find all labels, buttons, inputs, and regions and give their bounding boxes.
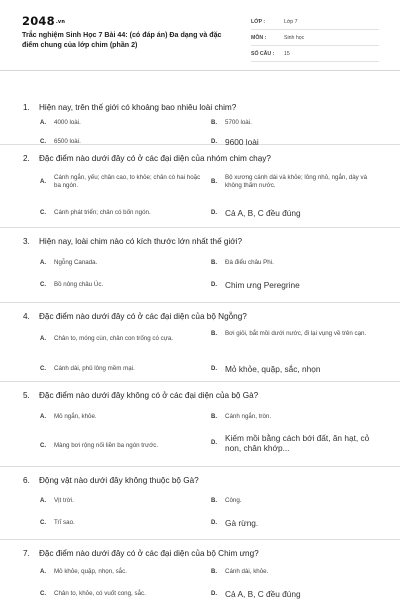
question-text: 2. Đặc điểm nào dưới đây có ở các đại diện của nhóm chim chạy? xyxy=(23,154,271,163)
option-d[interactable] xyxy=(211,589,379,599)
option-letter: B. xyxy=(211,120,217,127)
option-letter: D. xyxy=(211,139,217,145)
option-letter: C. xyxy=(40,282,46,289)
question-text: 1. Hiện nay, trên thế giới có khoảng bao nhiêu loài chim? xyxy=(23,103,237,112)
question-2 xyxy=(0,145,400,228)
option-text: Đà điểu châu Phi. xyxy=(225,259,274,266)
option-text: Mỏ khỏe, quặp, nhọn, sắc. xyxy=(54,568,127,575)
option-letter: A. xyxy=(40,120,46,127)
option-c[interactable] xyxy=(40,365,208,373)
info-value: Sinh học xyxy=(284,34,305,41)
option-text: Bộ xương cánh dài và khỏe; lông nhỏ, ngắn, dày và không thấm nước. xyxy=(225,174,368,190)
logo-text: 2048 xyxy=(22,14,55,28)
question-3 xyxy=(0,228,400,303)
option-letter: C. xyxy=(40,210,46,217)
option-b[interactable] xyxy=(211,497,379,505)
option-letter: C. xyxy=(40,443,46,450)
option-text: Cánh ngắn, tròn. xyxy=(225,413,272,420)
option-text: 4000 loài. xyxy=(54,119,81,126)
info-label: SỐ CÂU : xyxy=(251,50,275,57)
option-letter: D. xyxy=(211,591,217,597)
option-letter: D. xyxy=(211,210,217,216)
option-letter: B. xyxy=(211,331,217,338)
info-row-subject xyxy=(251,30,379,46)
option-letter: B. xyxy=(211,179,217,186)
option-text: Cánh dài, phủ lông mềm mại. xyxy=(54,365,135,372)
info-value: Lớp 7 xyxy=(284,18,298,25)
option-a[interactable] xyxy=(40,568,208,576)
option-letter: D. xyxy=(211,440,217,446)
option-text: Cánh phát triển; chân có bốn ngón. xyxy=(54,209,151,216)
question-6 xyxy=(0,467,400,540)
option-text: Cánh ngắn, yếu; chân cao, to khỏe; chân có hai hoặc ba ngón. xyxy=(54,174,201,190)
option-a[interactable] xyxy=(40,413,208,421)
option-text: Chân to, khỏe, có vuốt cong, sắc. xyxy=(54,590,146,597)
option-text: Vịt trời. xyxy=(54,497,74,504)
option-a[interactable] xyxy=(40,497,208,505)
option-a[interactable] xyxy=(40,174,208,191)
option-text: Cả A, B, C đều đúng xyxy=(225,208,301,218)
option-d[interactable] xyxy=(211,280,379,290)
info-value: 15 xyxy=(284,50,290,57)
info-row-count xyxy=(251,46,379,62)
option-c[interactable] xyxy=(40,209,208,217)
option-letter: C. xyxy=(40,520,46,527)
option-c[interactable] xyxy=(40,519,208,527)
question-text: 7. Đặc điểm nào dưới đây có ở các đại diện của bộ Chim ưng? xyxy=(23,549,259,558)
option-letter: B. xyxy=(211,414,217,421)
option-letter: A. xyxy=(40,336,46,343)
option-text: Chim ưng Peregrine xyxy=(225,280,300,290)
option-d[interactable] xyxy=(211,208,379,218)
option-c[interactable] xyxy=(40,442,208,450)
option-text: 6500 loài. xyxy=(54,138,81,145)
question-text: 6. Động vật nào dưới đây không thuộc bộ Gà? xyxy=(23,476,199,485)
option-letter: D. xyxy=(211,282,217,288)
option-text: Mỏ ngắn, khỏe. xyxy=(54,413,97,420)
option-letter: C. xyxy=(40,591,46,598)
question-text: 3. Hiện nay, loài chim nào có kích thước lớn nhất thế giới? xyxy=(23,237,243,246)
option-letter: D. xyxy=(211,366,217,372)
option-b[interactable] xyxy=(211,330,379,338)
option-c[interactable] xyxy=(40,590,208,598)
option-d[interactable] xyxy=(211,433,379,453)
option-text: 9600 loài xyxy=(225,137,259,147)
info-row-class xyxy=(251,14,379,30)
option-b[interactable] xyxy=(211,568,379,576)
option-text: Kiếm mồi bằng cách bới đất, ăn hạt, cỏ non, chân khớp... xyxy=(225,433,370,453)
option-text: Chân to, móng cùn, chân con trống có cựa. xyxy=(54,335,174,342)
logo-suffix: .vn xyxy=(55,18,66,25)
question-1 xyxy=(0,94,400,145)
question-7 xyxy=(0,540,400,600)
info-panel xyxy=(251,14,379,62)
option-text: Ngỗng Canada. xyxy=(54,259,98,266)
option-text: Cả A, B, C đều đúng xyxy=(225,589,301,599)
option-b[interactable] xyxy=(211,119,379,127)
option-d[interactable] xyxy=(211,364,379,374)
option-b[interactable] xyxy=(211,413,379,421)
page-header xyxy=(0,0,400,71)
option-letter: A. xyxy=(40,498,46,505)
option-letter: B. xyxy=(211,260,217,267)
option-a[interactable] xyxy=(40,335,208,343)
option-text: Mỏ khỏe, quặp, sắc, nhọn xyxy=(225,364,321,374)
option-text: Bồ nông châu Úc. xyxy=(54,281,104,288)
option-letter: B. xyxy=(211,498,217,505)
option-letter: D. xyxy=(211,520,217,526)
option-letter: C. xyxy=(40,366,46,373)
option-letter: C. xyxy=(40,139,46,146)
info-label: LỚP : xyxy=(251,18,266,25)
option-text: Trĩ sao. xyxy=(54,519,75,526)
option-text: Bơi giỏi, bắt mồi dưới nước, đi lại vụng về trên cạn. xyxy=(225,330,367,337)
question-text: 5. Đặc điểm nào dưới đây không có ở các đại diện của bộ Gà? xyxy=(23,391,259,400)
option-text: Màng bơi rộng nối liền ba ngón trước. xyxy=(54,442,159,449)
option-letter: A. xyxy=(40,260,46,267)
question-5 xyxy=(0,382,400,467)
option-c[interactable] xyxy=(40,281,208,289)
option-b[interactable] xyxy=(211,174,379,191)
option-text: Gà rừng. xyxy=(225,518,259,528)
option-a[interactable] xyxy=(40,119,208,127)
option-b[interactable] xyxy=(211,259,379,267)
option-letter: A. xyxy=(40,569,46,576)
page-title: Trắc nghiệm Sinh Học 7 Bài 44: (có đáp án) Đa dạng và đặc điểm chung của lớp chim (phần 2) xyxy=(22,31,222,49)
option-letter: A. xyxy=(40,414,46,421)
option-text: 5700 loài. xyxy=(225,119,252,126)
option-text: Công. xyxy=(225,497,242,504)
question-4 xyxy=(0,303,400,382)
option-a[interactable] xyxy=(40,259,208,267)
option-text: Cánh dài, khỏe. xyxy=(225,568,269,575)
info-label: MÔN : xyxy=(251,34,267,41)
option-letter: A. xyxy=(40,179,46,186)
site-logo[interactable] xyxy=(22,14,65,28)
question-text: 4. Đặc điểm nào dưới đây có ở các đại diện của bộ Ngỗng? xyxy=(23,312,247,321)
option-letter: B. xyxy=(211,569,217,576)
option-d[interactable] xyxy=(211,518,379,528)
